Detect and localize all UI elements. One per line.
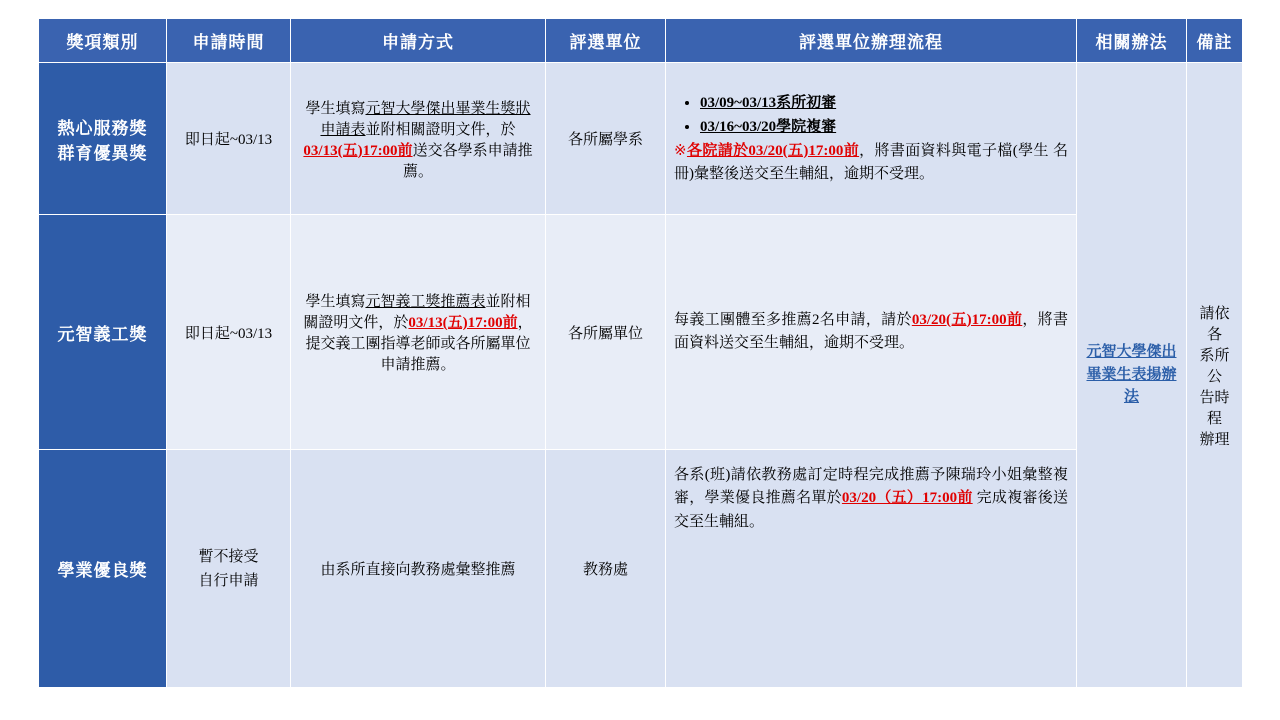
row2-note-part2: ，將書面資料送交至生輔組，逾期不受理。 — [674, 311, 1068, 351]
row1-flow-list — [674, 91, 1068, 136]
row2-category — [39, 215, 167, 450]
row3-flow-note — [674, 464, 1068, 534]
header-review-process: 評選單位辦理流程 — [666, 19, 1077, 63]
awards-table — [38, 18, 1243, 688]
row2-method-part3: ，提交義工團指導老師或各所屬單位申請推薦。 — [305, 315, 533, 373]
header-remark: 備註 — [1187, 19, 1243, 63]
table-header-row — [39, 19, 1243, 63]
row3-review-process — [666, 450, 1077, 688]
row1-category — [39, 63, 167, 215]
row2-method-deadline: 03/13(五)17:00前 — [408, 315, 518, 331]
row1-apply-time: 即日起~03/13 — [167, 63, 291, 215]
row1-review-unit: 各所屬學系 — [546, 63, 666, 215]
row3-apply-method: 由系所直接向教務處彙整推薦 — [291, 450, 546, 688]
row2-apply-method — [291, 215, 546, 450]
row1-method-form-name: 元智大學傑出畢業生獎狀申請表 — [320, 100, 531, 138]
regulation-cell — [1077, 63, 1187, 688]
row3-apply-time — [167, 450, 291, 688]
row1-method-deadline: 03/13(五)17:00前 — [303, 142, 413, 159]
row2-review-process — [666, 215, 1077, 450]
row2-apply-time: 即日起~03/13 — [167, 215, 291, 450]
row2-flow-note — [674, 309, 1068, 356]
row1-flow-bullet-1: 03/09~03/13系所初審 — [700, 94, 837, 111]
row3-note-deadline: 03/20（五）17:00前 — [841, 490, 973, 507]
table-row — [39, 450, 1243, 688]
row1-method-part1: 學生填寫 — [305, 100, 366, 117]
row2-note-deadline: 03/20(五)17:00前 — [911, 311, 1023, 328]
row3-apply-time-line1: 暫不接受 — [198, 548, 259, 565]
row1-review-process — [666, 63, 1077, 215]
row1-category-line1: 熱心服務獎 — [57, 118, 148, 138]
remark-cell — [1187, 63, 1243, 688]
row1-flow-bullet-2: 03/16~03/20學院複審 — [700, 118, 837, 135]
row2-review-unit: 各所屬單位 — [546, 215, 666, 450]
row1-note-mark: ※ — [674, 142, 687, 159]
row2-method-form-name: 元智義工獎推薦表 — [365, 294, 486, 310]
row2-method-part2: 並附相關證明文件，於 — [303, 294, 531, 331]
row1-apply-method — [291, 63, 546, 215]
row3-note-part2: 完成複審後送交至生輔組。 — [674, 490, 1068, 530]
row1-flow-note — [674, 140, 1068, 187]
header-regulation: 相關辦法 — [1077, 19, 1187, 63]
table-row — [39, 215, 1243, 450]
header-category: 獎項類別 — [39, 19, 167, 63]
header-apply-time: 申請時間 — [167, 19, 291, 63]
remark-line-3: 告時程 — [1199, 389, 1230, 427]
list-item — [700, 91, 1068, 112]
row3-category-line1: 學業優良獎 — [57, 561, 148, 580]
row3-note-part1: 各系(班)請依教務處訂定時程完成推薦予陳瑞玲小姐彙整複審，學業優良推薦名單於 — [674, 467, 1068, 507]
row1-method-part2: 並附相關證明文件，於 — [365, 121, 516, 138]
regulation-link[interactable]: 元智大學傑出畢業生表揚辦法 — [1086, 344, 1177, 406]
row3-review-unit: 教務處 — [546, 450, 666, 688]
remark-line-1: 請依各 — [1199, 305, 1230, 343]
row2-category-line1: 元智義工獎 — [57, 324, 148, 344]
row3-apply-time-line2: 自行申請 — [198, 572, 259, 589]
row1-note-deadline: 各院請於03/20(五)17:00前 — [686, 142, 860, 159]
remark-line-2: 系所公 — [1199, 347, 1230, 385]
row1-note-rest: ，將書面資料與電子檔(學生 名冊)彙整後送交至生輔組，逾期不受理。 — [674, 142, 1069, 182]
remark-line-4: 辦理 — [1199, 431, 1230, 448]
row1-category-line2: 群育優異獎 — [57, 143, 148, 163]
row3-category — [39, 450, 167, 688]
table-row — [39, 63, 1243, 215]
header-review-unit: 評選單位 — [546, 19, 666, 63]
row2-note-part1: 每義工團體至多推薦2名申請，請於 — [674, 311, 912, 328]
list-item — [700, 115, 1068, 136]
header-apply-method: 申請方式 — [291, 19, 546, 63]
row2-method-part1: 學生填寫 — [305, 294, 366, 310]
row1-method-part3: 送交各學系申請推薦。 — [402, 142, 533, 180]
